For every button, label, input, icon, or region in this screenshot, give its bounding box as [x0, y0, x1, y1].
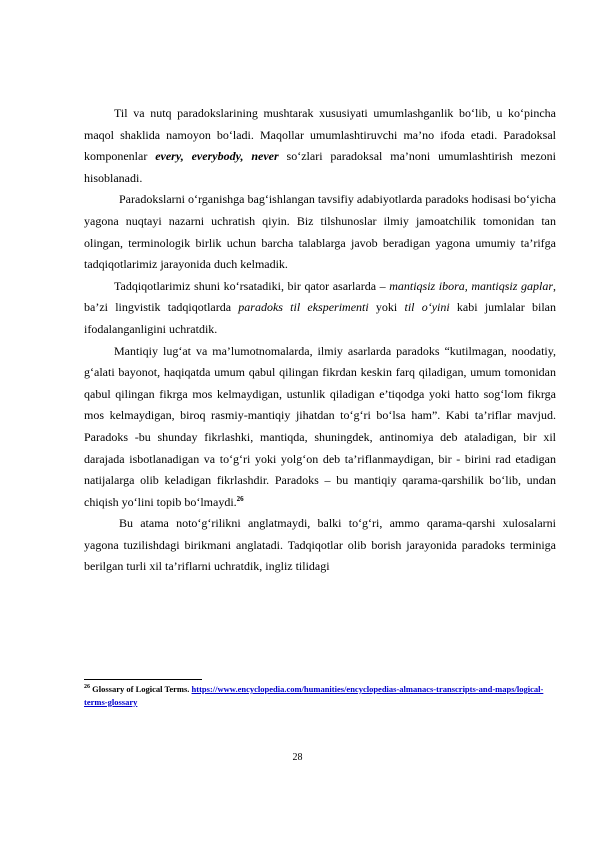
paragraph-4 — [84, 341, 556, 514]
paragraph-text: kabi jumlalar bilan ifodalanganligini uchratdik. — [84, 300, 557, 336]
paragraph-text: Til va nutq paradokslarining mushtarak xususiyati umumlashganlik bo‘lib, u ko‘pincha maqol shaklida namoyon bo‘ladi. Maqollar umumlashtiruvchi ma’no ifoda etadi. Paradoksal komponenlar — [84, 106, 556, 164]
italic-term: paradoks til eksperimenti — [238, 300, 369, 315]
paragraph-text: yoki — [368, 300, 405, 315]
paragraph-2 — [84, 189, 556, 275]
paragraph-1 — [84, 103, 556, 189]
footnote-label: Glossary of Logical Terms. — [90, 684, 192, 694]
footnote-separator — [84, 679, 202, 680]
paragraph-text: Mantiqiy lug‘at va ma’lumotnomalarda, ilmiy asarlarda paradoks “kutilmagan, noodatiy, g‘alati bayonot, haqiqatda umum qabul qilingan fikrdan keskin farq qiladigan, umum tomonidan qabul qilingan fikrga mos kelmaydigan, ustunlik qiladigan e’tiqodga yoki hatto sog‘lom fikrga mos kelmaydigan, biroq rasmiy-mantiqiy jihatdan to‘g‘ri bo‘lsa ham”. Kabi ta’riflar mavjud. Paradoks -bu shunday fikrlashki, mantiqda, shuningdek, antinomiya deb ataladigan, bir xil darajada isbotlanadigan va to‘g‘ri yoki yolg‘on deb ta’riflanmaydigan, bir - birini rad etadigan natijalarga olib keladigan fikrlashdir. Paradoks – bu mantiqiy qarama-qarshilik bo‘lib, undan chiqish yo‘lini topib bo‘lmaydi. — [84, 343, 556, 509]
emphasized-terms: every, everybody, never — [155, 149, 279, 164]
page-number: 28 — [292, 752, 303, 763]
paragraph-text: Bu atama noto‘g‘rilikni anglatmaydi, balki to‘g‘ri, ammo qarama-qarshi xulosalarni yagona tuzilishdagi birikmani anglatadi. Tadqiqotlar olib borish jarayonida paradoks terminiga berilgan turli xil ta’riflarni uchratdik, ingliz tilidagi — [84, 516, 556, 574]
italic-term: mantiqsiz ibora, mantiqsiz gaplar — [389, 278, 553, 293]
paragraph-3 — [84, 276, 556, 341]
footnote-number: 26 — [84, 684, 90, 691]
paragraph-5 — [84, 513, 556, 578]
paragraph-text: so‘zlari paradoksal ma’noni umumlashtirish mezoni hisoblanadi. — [84, 149, 556, 185]
paragraph-text: Paradokslarni o‘rganishga bag‘ishlangan tavsifiy adabiyotlarda paradoks hodisasi bo‘yicha yagona nuqtayi nazarni uchratish qiyin. Biz tilshunoslar ilmiy jamoatchilik tomonidan tan olingan, terminologik birlik uchun barcha talablarga javob beradigan yagona umumiy ta’rifga tadqiqotlarimiz jarayonida duch kelmadik. — [84, 192, 556, 272]
paragraph-text: , ba’zi lingvistik tadqiqotlarda — [84, 278, 556, 315]
footnote-reference[interactable]: 26 — [236, 494, 244, 503]
footnote — [84, 683, 556, 708]
footnote-link[interactable]: https://www.encyclopedia.com/humanities/encyclopedias-almanacs-transcripts-and-maps/logical-terms-glossary — [84, 684, 544, 707]
body-text — [84, 103, 556, 578]
paragraph-text: Tadqiqotlarimiz shuni ko‘rsatadiki, bir qator asarlarda – — [114, 278, 390, 293]
italic-term: til o‘yini — [404, 300, 450, 315]
